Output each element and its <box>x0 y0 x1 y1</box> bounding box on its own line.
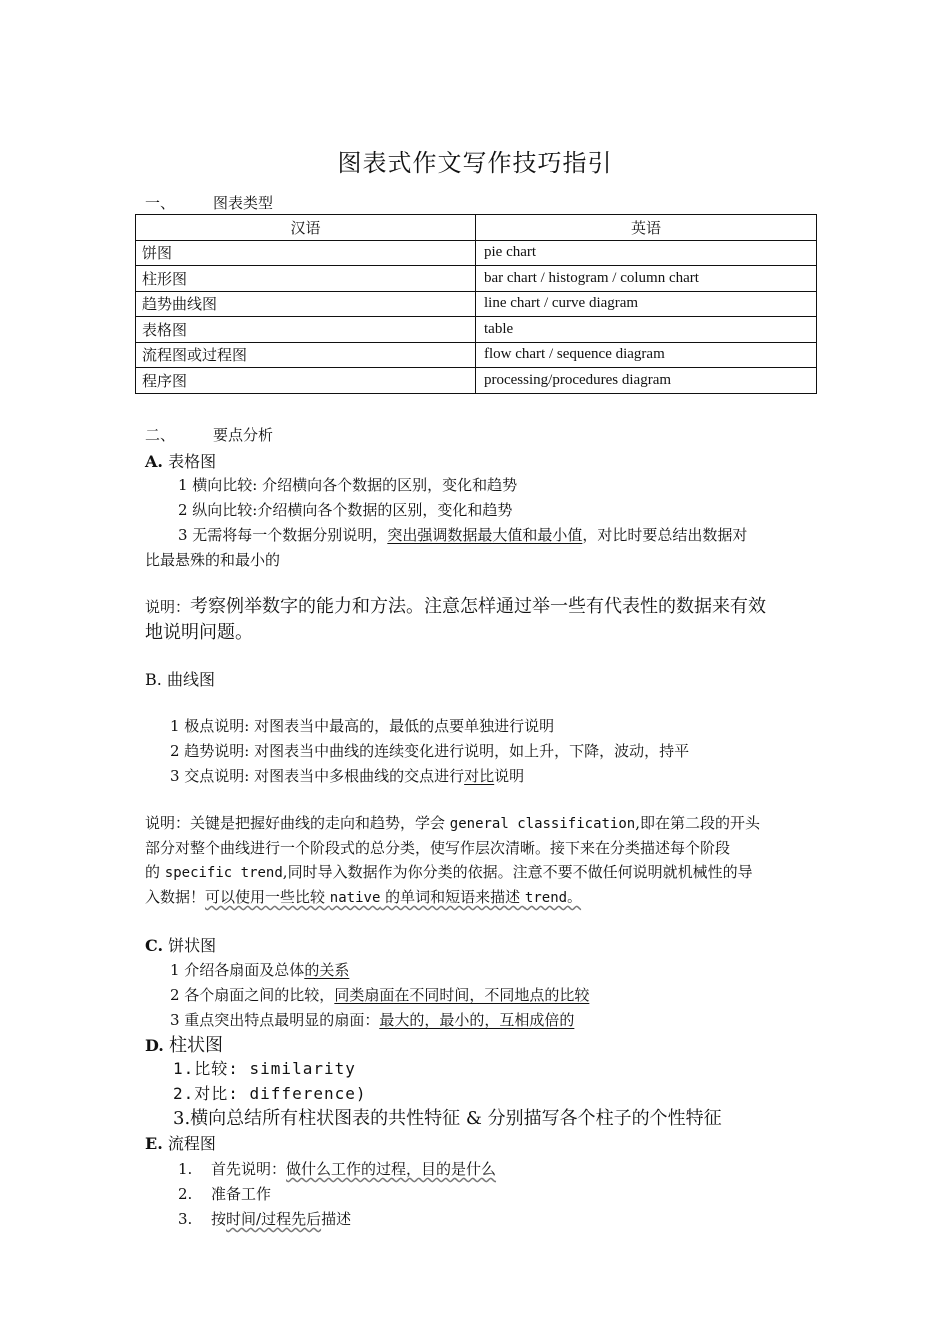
text-span: 2 各个扇面之间的比较， <box>170 986 335 1004</box>
table-header-row <box>136 215 817 241</box>
text-span: 描述 <box>321 1210 352 1228</box>
emphasized-text: 时间/过程先后 <box>226 1210 322 1228</box>
term-text: trend。 <box>524 890 582 906</box>
term-text: specific trend <box>164 865 283 881</box>
subsection-label: 柱状图 <box>168 1035 223 1056</box>
item-number: 3. <box>178 1210 193 1228</box>
table-cell-chinese: 饼图 <box>136 240 476 266</box>
list-item <box>170 959 349 980</box>
emphasized-text: 最大的，最小的，互相成倍的 <box>379 1011 575 1029</box>
list-item: 1 横向比较: 介绍横向各个数据的区别，变化和趋势 <box>178 476 518 494</box>
table-row <box>136 266 817 292</box>
subsection-e-heading <box>145 1131 216 1154</box>
text-span: 首先说明： <box>211 1160 287 1178</box>
section-heading-chart-types <box>145 192 273 213</box>
text-span: 3 重点突出特点最明显的扇面： <box>170 1011 380 1029</box>
subsection-b-heading <box>145 667 215 690</box>
subsection-a-heading <box>145 449 216 472</box>
note-paragraph-line <box>145 861 753 882</box>
note-paragraph-line: 地说明问题。 <box>145 622 253 643</box>
subsection-letter: D. <box>145 1036 164 1055</box>
list-item: 2 纵向比较:介绍横向各个数据的区别，变化和趋势 <box>178 501 513 519</box>
text-span: 3 无需将每一个数据分别说明， <box>178 526 388 544</box>
table-cell-english: line chart / curve diagram <box>476 291 817 317</box>
note-paragraph <box>145 592 766 618</box>
emphasized-text: 对比 <box>464 767 495 785</box>
page-title: 图表式作文写作技巧指引 <box>337 149 613 177</box>
item-number: 2. <box>178 1185 193 1203</box>
table-cell-chinese: 柱形图 <box>136 266 476 292</box>
text-span: 1 介绍各扇面及总体 <box>170 961 305 979</box>
list-item: 2 趋势说明: 对图表当中曲线的连续变化进行说明，如上升，下降，波动，持平 <box>170 742 690 760</box>
list-item: 3.横向总结所有柱状图表的共性特征 & 分别描写各个柱子的个性特征 <box>173 1108 722 1129</box>
list-item <box>178 1158 496 1179</box>
table-cell-english: bar chart / histogram / column chart <box>476 266 817 292</box>
emphasized-text: 的关系 <box>304 961 350 979</box>
table-cell-english: processing/procedures diagram <box>476 368 817 394</box>
table-row <box>136 342 817 368</box>
subsection-label: 表格图 <box>168 452 217 471</box>
text-span: ，对比时要总结出数据对 <box>582 526 748 544</box>
table-row <box>136 240 817 266</box>
text-span: 准备工作 <box>211 1185 272 1203</box>
note-paragraph-line <box>145 812 760 833</box>
note-paragraph-line <box>145 886 581 907</box>
subsection-label: 曲线图 <box>166 670 215 689</box>
list-item <box>170 765 524 786</box>
table-cell-english: pie chart <box>476 240 817 266</box>
subsection-d-heading <box>145 1031 223 1057</box>
text-span: ,同时导入数据作为你分类的依据。注意不要不做任何说明就机械性的导 <box>282 863 753 881</box>
column-header-english: 英语 <box>476 215 817 241</box>
table-row <box>136 368 817 394</box>
emphasized-text: 可以使用一些比较 <box>205 888 330 906</box>
text-span: 的 <box>145 863 165 881</box>
term-text: native <box>329 890 381 906</box>
term-text: general classification <box>449 816 636 832</box>
section-label: 图表类型 <box>213 194 274 212</box>
table-row <box>136 291 817 317</box>
column-header-chinese: 汉语 <box>136 215 476 241</box>
list-item: 2.对比: difference) <box>173 1084 367 1103</box>
section-heading-key-points <box>145 424 273 445</box>
text-span: ,即在第二段的开头 <box>635 814 760 832</box>
text-span: 说明 <box>494 767 525 785</box>
text-span: 说明：关键是把握好曲线的走向和趋势，学会 <box>145 814 450 832</box>
list-item-continuation: 比最悬殊的和最小的 <box>145 551 281 569</box>
list-item: 1.比较: similarity <box>173 1059 356 1078</box>
chart-type-table <box>135 214 817 394</box>
table-cell-english: table <box>476 317 817 343</box>
text-span: 3 交点说明: 对图表当中多根曲线的交点进行 <box>170 767 465 785</box>
section-number: 二、 <box>145 426 176 444</box>
section-number: 一、 <box>145 194 176 212</box>
note-prefix: 说明： <box>145 598 191 616</box>
note-text: 考察例举数字的能力和方法。注意怎样通过举一些有代表性的数据来有效 <box>190 596 767 617</box>
table-cell-chinese: 趋势曲线图 <box>136 291 476 317</box>
emphasized-text: 的单词和短语来描述 <box>380 888 525 906</box>
list-item <box>178 1208 351 1229</box>
subsection-label: 饼状图 <box>168 936 217 955</box>
table-cell-chinese: 程序图 <box>136 368 476 394</box>
table-cell-chinese: 表格图 <box>136 317 476 343</box>
item-number: 1. <box>178 1160 193 1178</box>
subsection-letter: B. <box>145 670 162 689</box>
note-paragraph-line: 部分对整个曲线进行一个阶段式的总分类，使写作层次清晰。接下来在分类描述每个阶段 <box>145 839 731 857</box>
subsection-letter: A. <box>145 452 163 471</box>
table-cell-chinese: 流程图或过程图 <box>136 342 476 368</box>
list-item <box>178 524 747 545</box>
subsection-label: 流程图 <box>167 1134 216 1153</box>
emphasized-text: 做什么工作的过程，目的是什么 <box>286 1160 497 1178</box>
emphasized-text: 突出强调数据最大值和最小值 <box>387 526 583 544</box>
section-label: 要点分析 <box>213 426 274 444</box>
emphasized-text: 同类扇面在不同时间，不同地点的比较 <box>334 986 590 1004</box>
subsection-c-heading <box>145 933 216 956</box>
list-item: 1 极点说明: 对图表当中最高的，最低的点要单独进行说明 <box>170 717 555 735</box>
subsection-letter: E. <box>145 1134 163 1153</box>
table-row <box>136 317 817 343</box>
list-item <box>170 1009 574 1030</box>
text-span: 按 <box>211 1210 227 1228</box>
subsection-letter: C. <box>145 936 164 955</box>
list-item <box>178 1183 271 1204</box>
text-span: 入数据！ <box>145 888 206 906</box>
table-cell-english: flow chart / sequence diagram <box>476 342 817 368</box>
list-item <box>170 984 589 1005</box>
